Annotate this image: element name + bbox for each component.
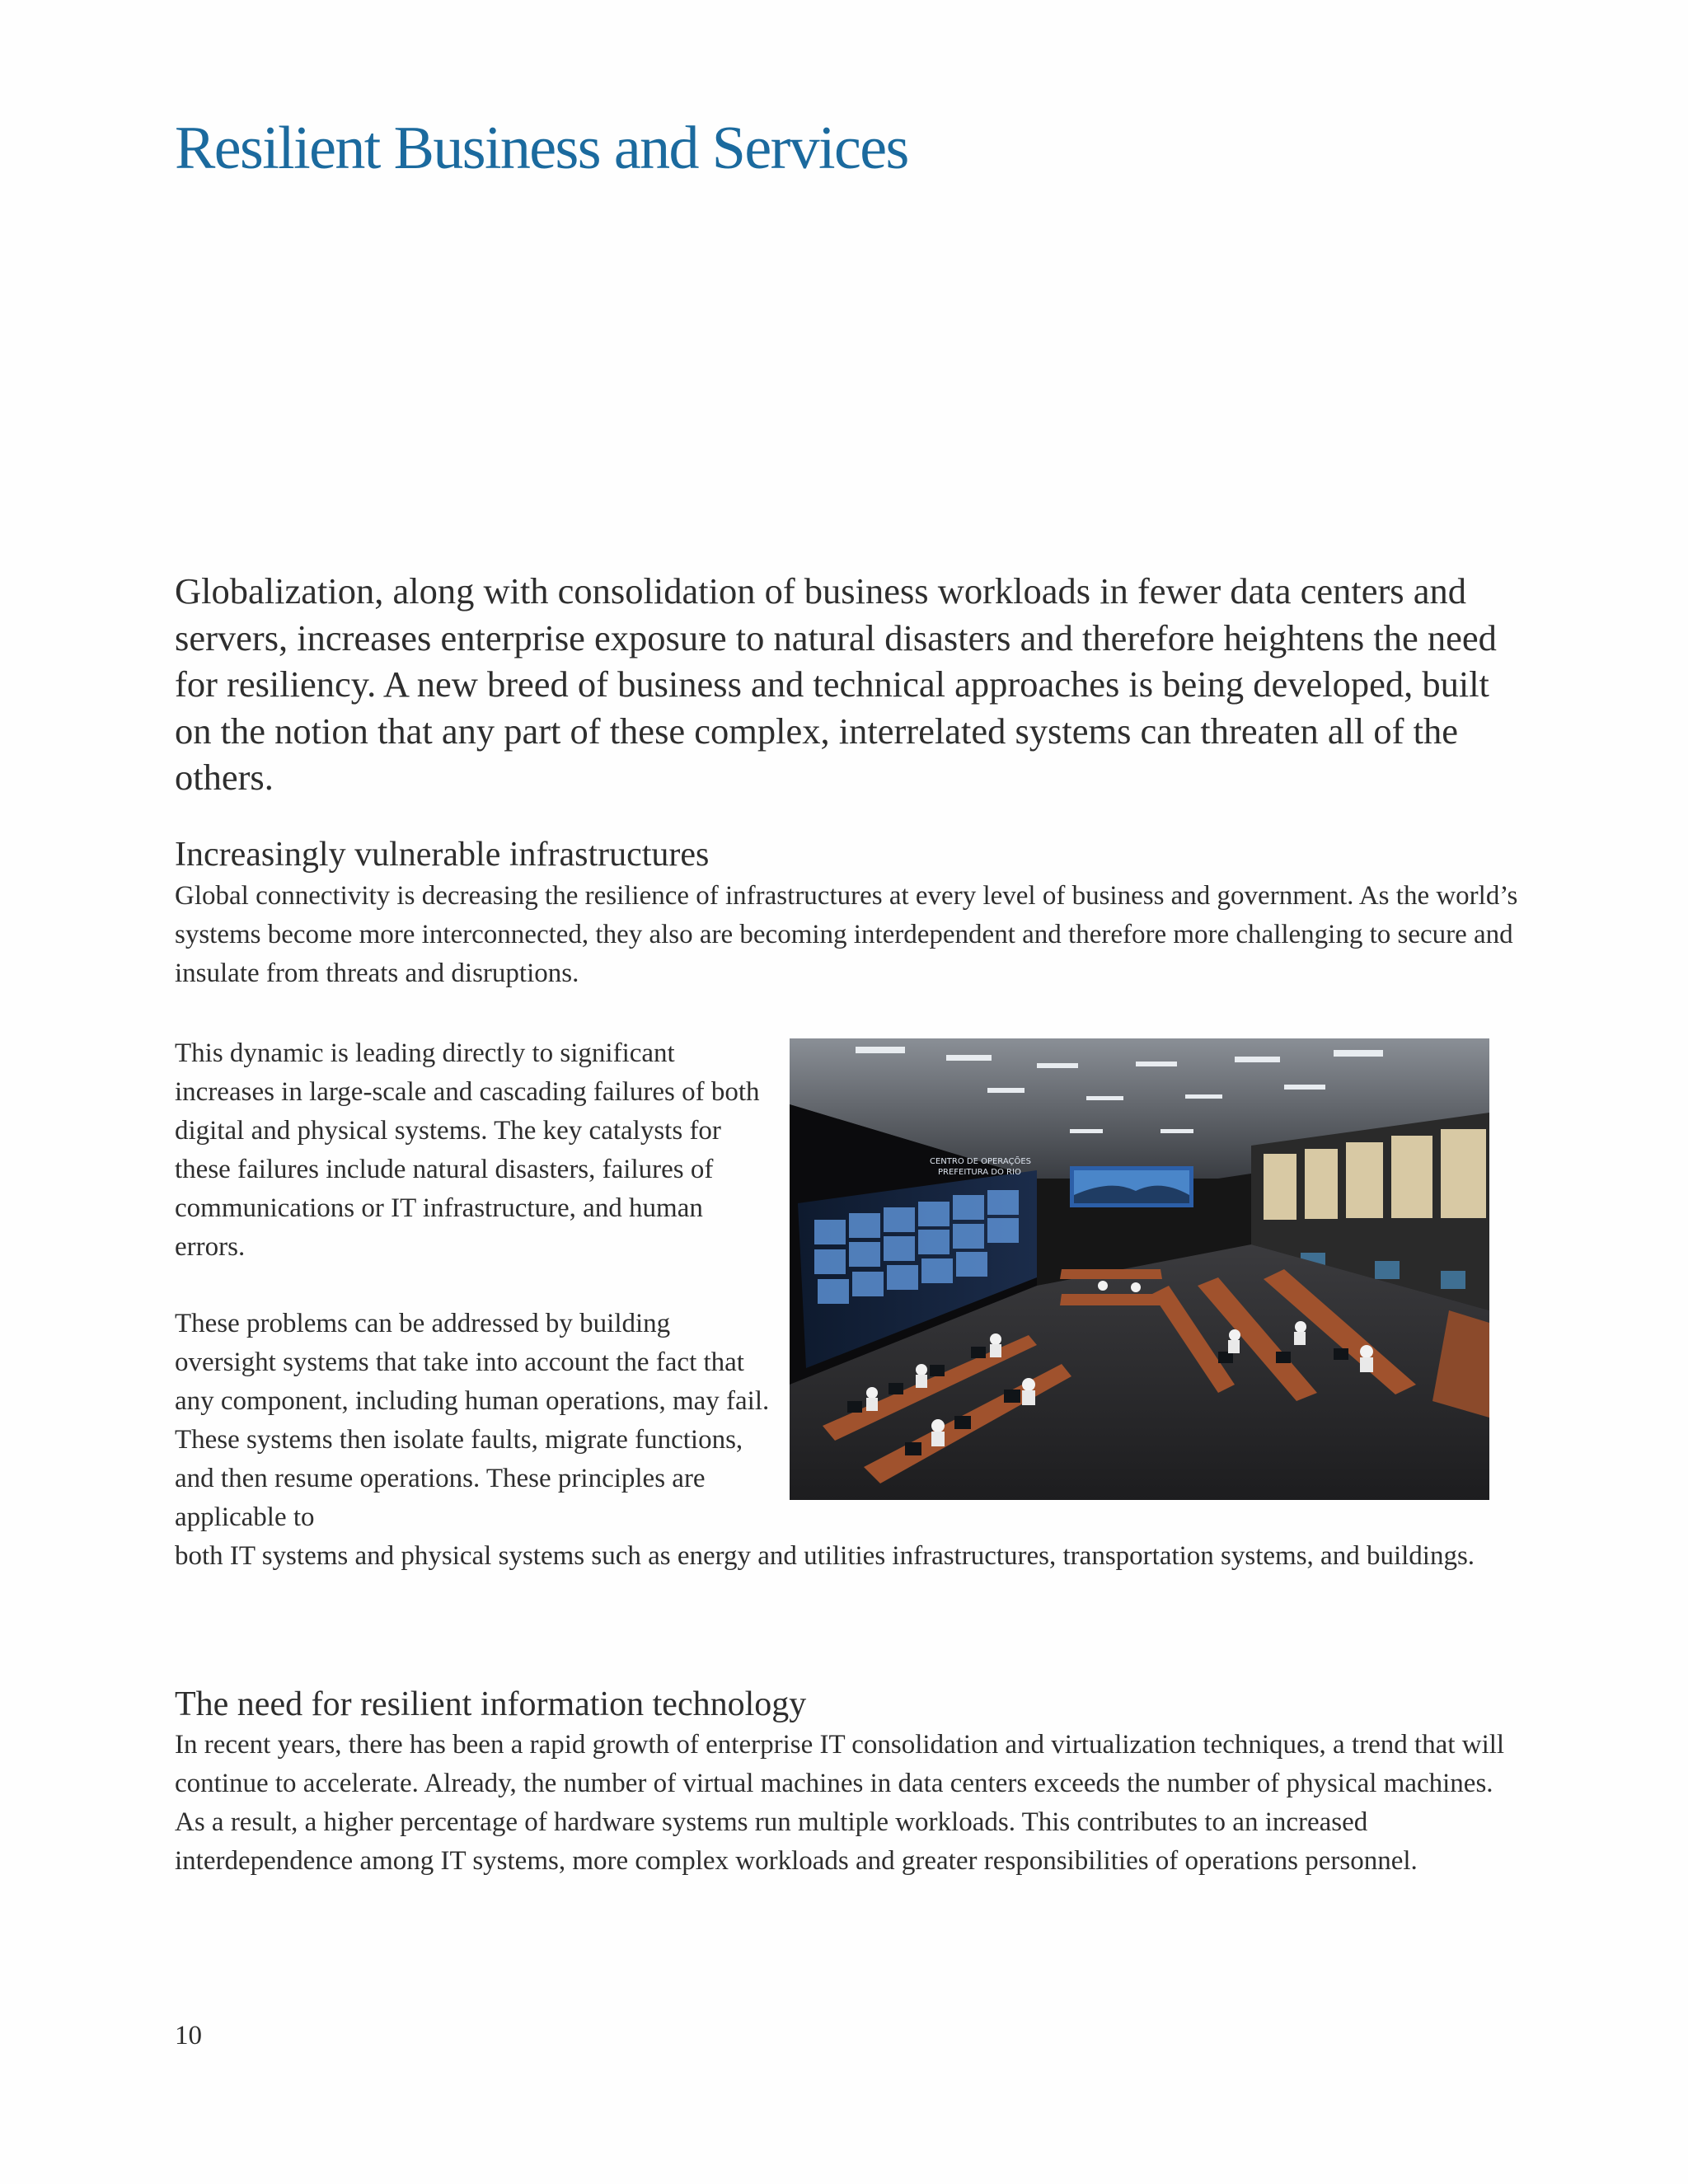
section-1-paragraph-3: These problems can be addressed by building oversight systems that take into account the fact that any component, including human operations, may fail. These systems then isolate faults, migrate functions, and then resume operations. These principles are applicable to: [175, 1309, 770, 1532]
photo-sign-line-2: PREFEITURA DO RIO: [938, 1168, 1021, 1177]
page-title: Resilient Business and Services: [175, 115, 908, 182]
operations-center-photo: [790, 1038, 1489, 1500]
section-1-paragraph-1: Global connectivity is decreasing the resilience of infrastructures at every level of business and government. As the world’s systems become more interconnected, they also are becoming interdependent and therefore more challenging to secure and insulate from threats and disruptions.: [175, 881, 1518, 988]
photo-sign-line-1: CENTRO DE OPERAÇÕES: [930, 1157, 1032, 1166]
section-1-paragraph-3-continued: both IT systems and physical systems such as energy and utilities infrastructures, transportation systems, and buildings.: [175, 1541, 1475, 1571]
page-number: 10: [175, 2021, 202, 2050]
lede-paragraph: Globalization, along with consolidation of business workloads in fewer data centers and servers, increases enterprise exposure to natural disasters and therefore heightens the need for resiliency. A new breed of business and technical approaches is being developed, built on the notion that any part of these complex, interrelated systems can threaten all of the others.: [175, 570, 1497, 798]
section-2-paragraph-1: In recent years, there has been a rapid growth of enterprise IT consolidation and virtualization techniques, a trend that will continue to accelerate. Already, the number of virtual machines in data centers exceeds the number of physical machines. As a result, a higher percentage of hardware systems run multiple workloads. This contributes to an increased interdependence among IT systems, more complex workloads and greater responsibilities of operations personnel.: [175, 1730, 1505, 1876]
section-1-paragraph-2: This dynamic is leading directly to significant increases in large-scale and cascading failures of both digital and physical systems. The key catalysts for these failures include natural disasters, failures of communications or IT infrastructure, and human errors.: [175, 1038, 760, 1262]
section-heading-vulnerable-infrastructures: Increasingly vulnerable infrastructures: [175, 836, 710, 874]
section-heading-resilient-it: The need for resilient information technology: [175, 1685, 807, 1723]
